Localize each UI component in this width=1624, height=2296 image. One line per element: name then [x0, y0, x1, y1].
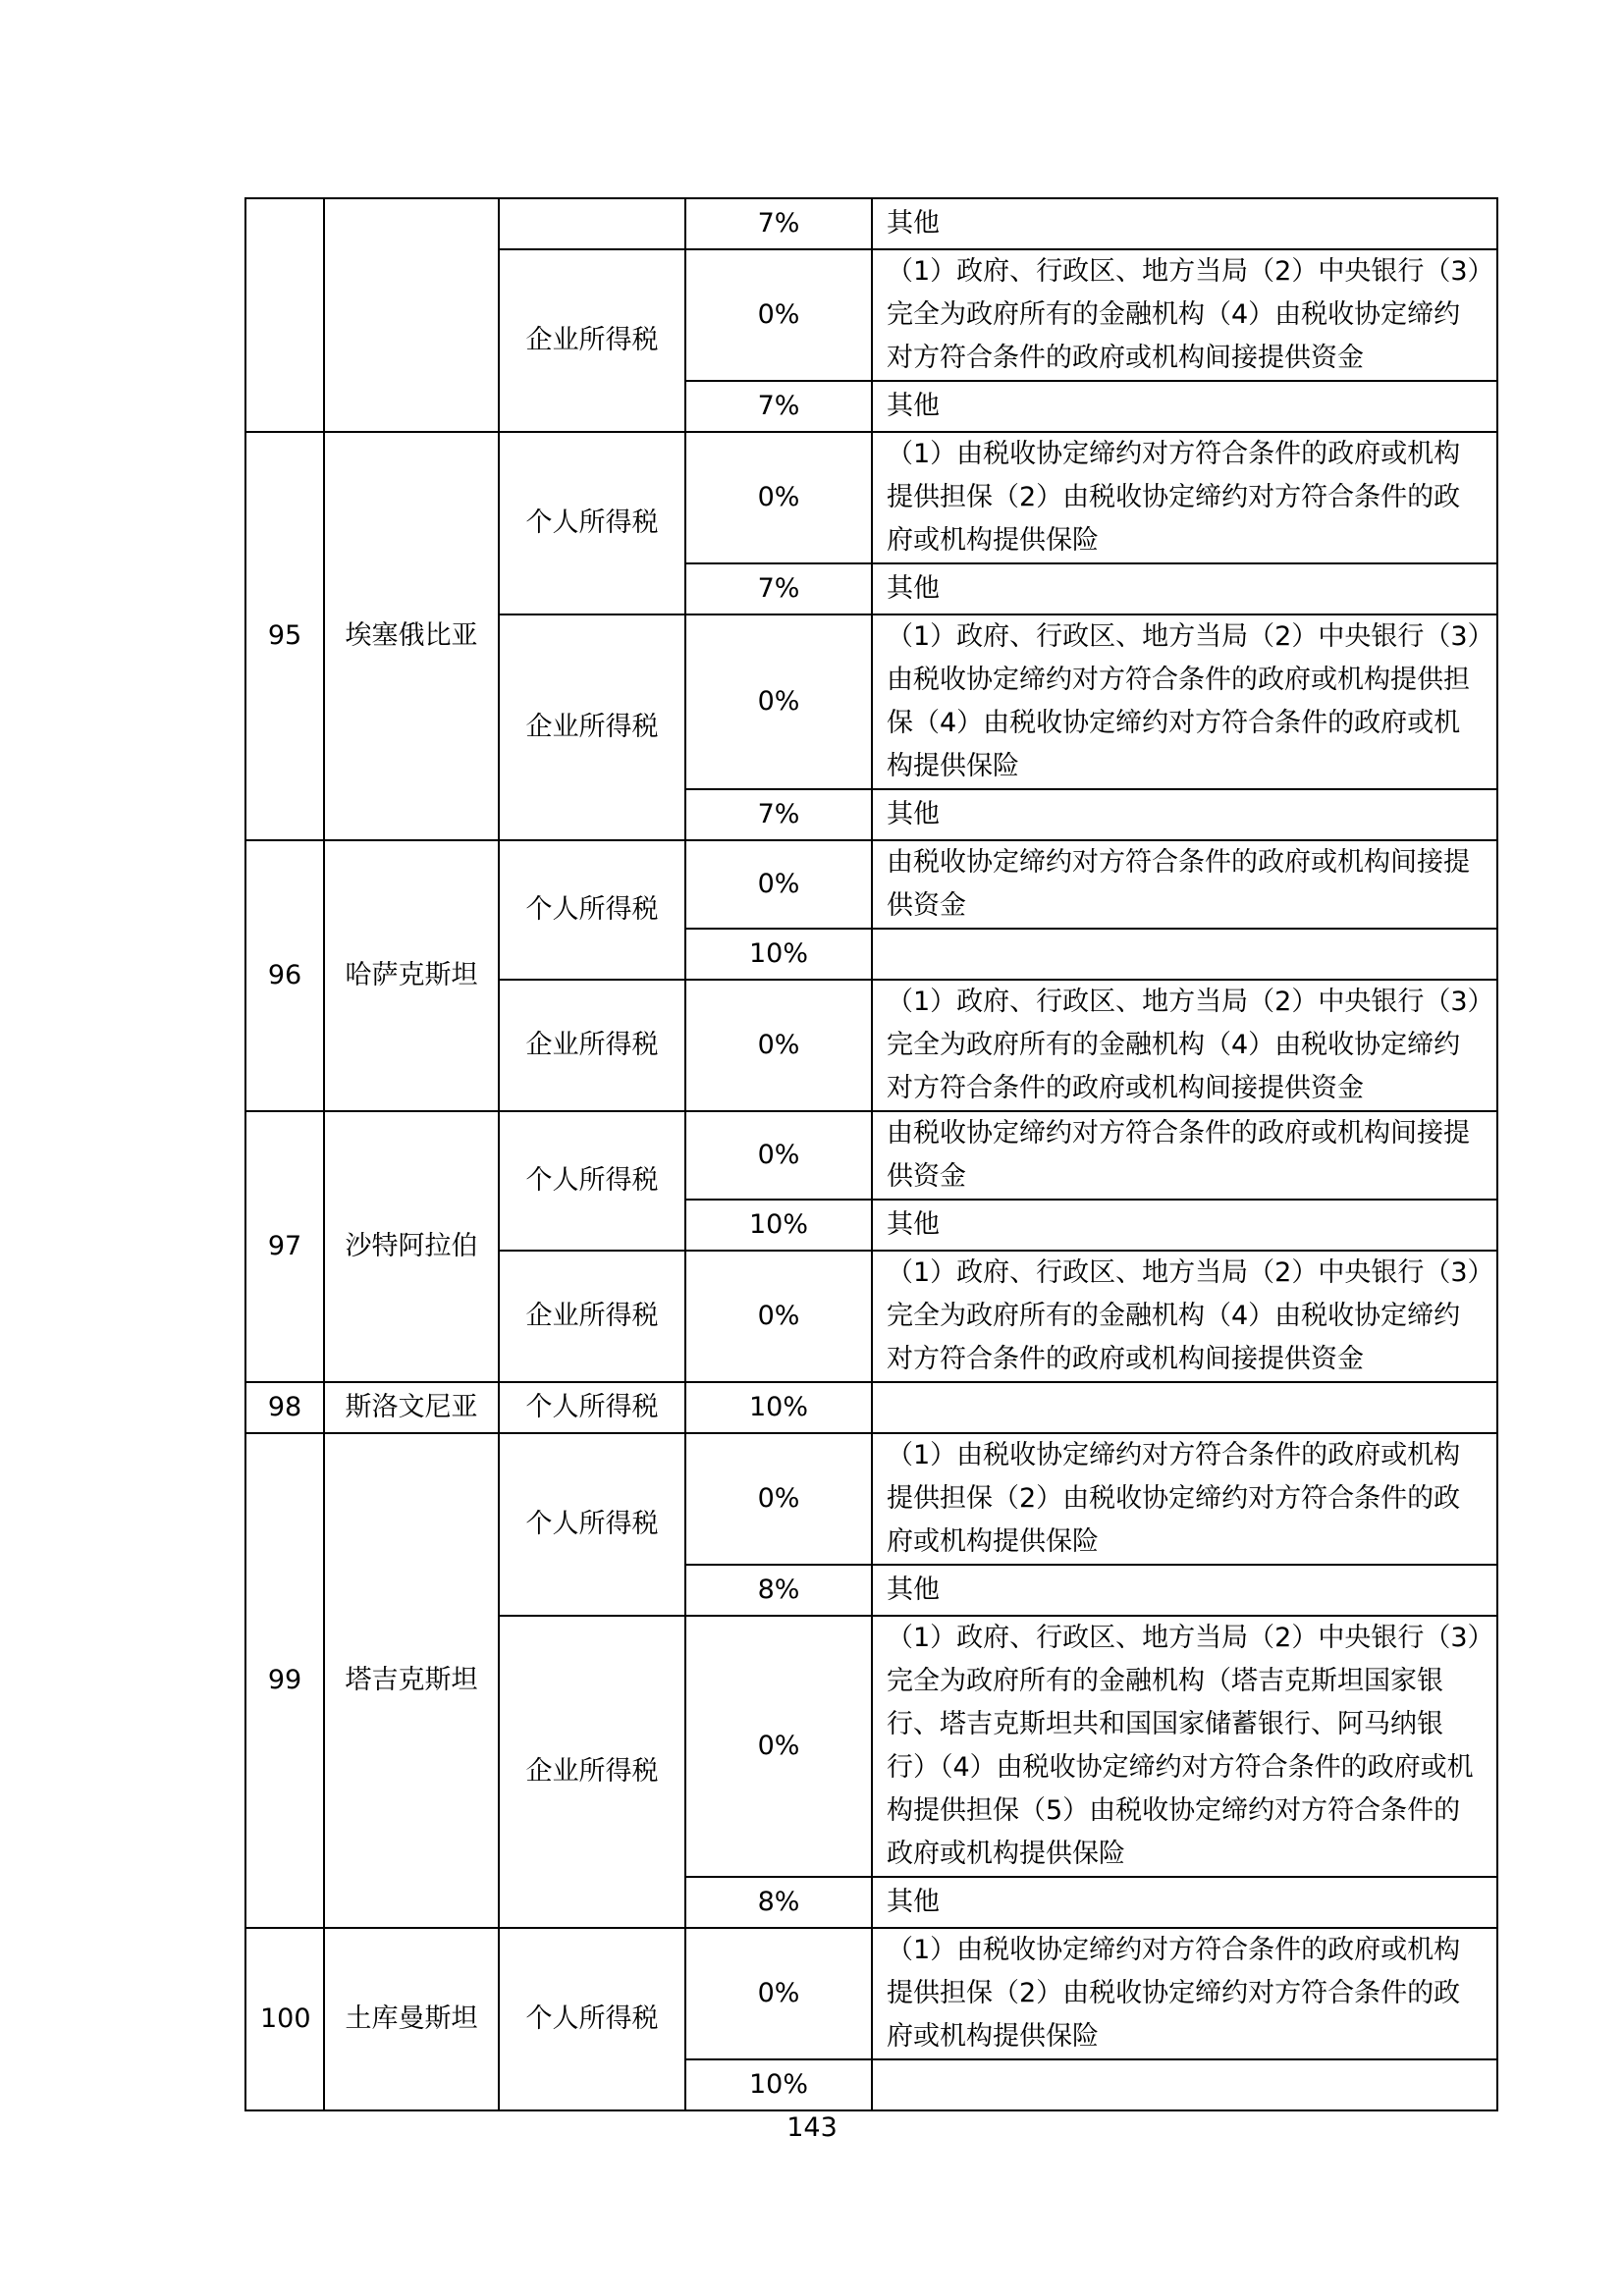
rate-cell: 0% — [685, 1251, 872, 1382]
rate-cell: 0% — [685, 1616, 872, 1877]
country-cell: 埃塞俄比亚 — [324, 432, 499, 840]
condition-cell: （1）政府、行政区、地方当局（2）中央银行（3）完全为政府所有的金融机构（4）由税收协定缔约对方符合条件的政府或机构间接提供资金 — [872, 1251, 1497, 1382]
tax-type-cell: 企业所得税 — [499, 1251, 685, 1382]
condition-cell: 其他 — [872, 198, 1497, 249]
condition-cell: （1）由税收协定缔约对方符合条件的政府或机构提供担保（2）由税收协定缔约对方符合条件的政府或机构提供保险 — [872, 432, 1497, 563]
rate-cell: 0% — [685, 614, 872, 789]
table-row — [245, 198, 1497, 249]
condition-cell: （1）政府、行政区、地方当局（2）中央银行（3）完全为政府所有的金融机构（4）由税收协定缔约对方符合条件的政府或机构间接提供资金 — [872, 249, 1497, 381]
tax-type-cell: 个人所得税 — [499, 432, 685, 614]
table-row — [245, 1111, 1497, 1200]
rate-cell: 0% — [685, 249, 872, 381]
condition-cell: 其他 — [872, 1200, 1497, 1251]
rate-cell: 0% — [685, 1433, 872, 1565]
rate-cell: 7% — [685, 381, 872, 432]
row-number-cell — [245, 198, 324, 432]
rate-cell: 10% — [685, 1382, 872, 1433]
table-row — [245, 1382, 1497, 1433]
table-row — [245, 432, 1497, 563]
rate-cell: 0% — [685, 432, 872, 563]
country-cell — [324, 198, 499, 432]
condition-cell: 其他 — [872, 1877, 1497, 1928]
row-number-cell: 99 — [245, 1433, 324, 1928]
condition-cell — [872, 929, 1497, 980]
condition-cell: （1）由税收协定缔约对方符合条件的政府或机构提供担保（2）由税收协定缔约对方符合条件的政府或机构提供保险 — [872, 1928, 1497, 2059]
tax-type-cell: 企业所得税 — [499, 249, 685, 432]
rate-cell: 0% — [685, 1111, 872, 1200]
condition-cell: 其他 — [872, 789, 1497, 840]
row-number-cell: 95 — [245, 432, 324, 840]
rate-cell: 10% — [685, 2059, 872, 2110]
condition-cell: （1）由税收协定缔约对方符合条件的政府或机构提供担保（2）由税收协定缔约对方符合条件的政府或机构提供保险 — [872, 1433, 1497, 1565]
rate-cell: 0% — [685, 1928, 872, 2059]
table-row — [245, 1433, 1497, 1565]
rate-cell: 0% — [685, 980, 872, 1111]
rate-cell: 7% — [685, 789, 872, 840]
condition-cell: 其他 — [872, 563, 1497, 614]
table-row — [245, 1928, 1497, 2059]
condition-cell — [872, 2059, 1497, 2110]
tax-type-cell: 企业所得税 — [499, 1616, 685, 1928]
condition-cell: （1）政府、行政区、地方当局（2）中央银行（3）完全为政府所有的金融机构（4）由税收协定缔约对方符合条件的政府或机构间接提供资金 — [872, 980, 1497, 1111]
country-cell: 土库曼斯坦 — [324, 1928, 499, 2110]
condition-cell: 由税收协定缔约对方符合条件的政府或机构间接提供资金 — [872, 1111, 1497, 1200]
tax-rate-table — [244, 197, 1498, 2111]
tax-type-cell: 个人所得税 — [499, 1928, 685, 2110]
country-cell: 塔吉克斯坦 — [324, 1433, 499, 1928]
rate-cell: 10% — [685, 1200, 872, 1251]
tax-type-cell: 企业所得税 — [499, 614, 685, 840]
rate-cell: 7% — [685, 198, 872, 249]
table-row — [245, 840, 1497, 929]
rate-cell: 10% — [685, 929, 872, 980]
tax-type-cell: 个人所得税 — [499, 1382, 685, 1433]
condition-cell: 由税收协定缔约对方符合条件的政府或机构间接提供资金 — [872, 840, 1497, 929]
country-cell: 斯洛文尼亚 — [324, 1382, 499, 1433]
tax-type-cell: 企业所得税 — [499, 980, 685, 1111]
country-cell: 沙特阿拉伯 — [324, 1111, 499, 1382]
row-number-cell: 100 — [245, 1928, 324, 2110]
condition-cell: （1）政府、行政区、地方当局（2）中央银行（3）由税收协定缔约对方符合条件的政府或机构提供担保（4）由税收协定缔约对方符合条件的政府或机构提供保险 — [872, 614, 1497, 789]
tax-type-cell: 个人所得税 — [499, 1111, 685, 1251]
tax-type-cell — [499, 198, 685, 249]
condition-cell: （1）政府、行政区、地方当局（2）中央银行（3）完全为政府所有的金融机构（塔吉克斯坦国家银行、塔吉克斯坦共和国国家储蓄银行、阿马纳银行）（4）由税收协定缔约对方符合条件的政府或机构提供担保（5）由税收协定缔约对方符合条件的政府或机构提供保险 — [872, 1616, 1497, 1877]
tax-type-cell: 个人所得税 — [499, 840, 685, 980]
condition-cell: 其他 — [872, 381, 1497, 432]
row-number-cell: 97 — [245, 1111, 324, 1382]
rate-cell: 8% — [685, 1565, 872, 1616]
page-number: 143 — [786, 2112, 838, 2143]
country-cell: 哈萨克斯坦 — [324, 840, 499, 1111]
rate-cell: 8% — [685, 1877, 872, 1928]
row-number-cell: 96 — [245, 840, 324, 1111]
rate-cell: 0% — [685, 840, 872, 929]
row-number-cell: 98 — [245, 1382, 324, 1433]
condition-cell: 其他 — [872, 1565, 1497, 1616]
tax-type-cell: 个人所得税 — [499, 1433, 685, 1616]
rate-cell: 7% — [685, 563, 872, 614]
condition-cell — [872, 1382, 1497, 1433]
